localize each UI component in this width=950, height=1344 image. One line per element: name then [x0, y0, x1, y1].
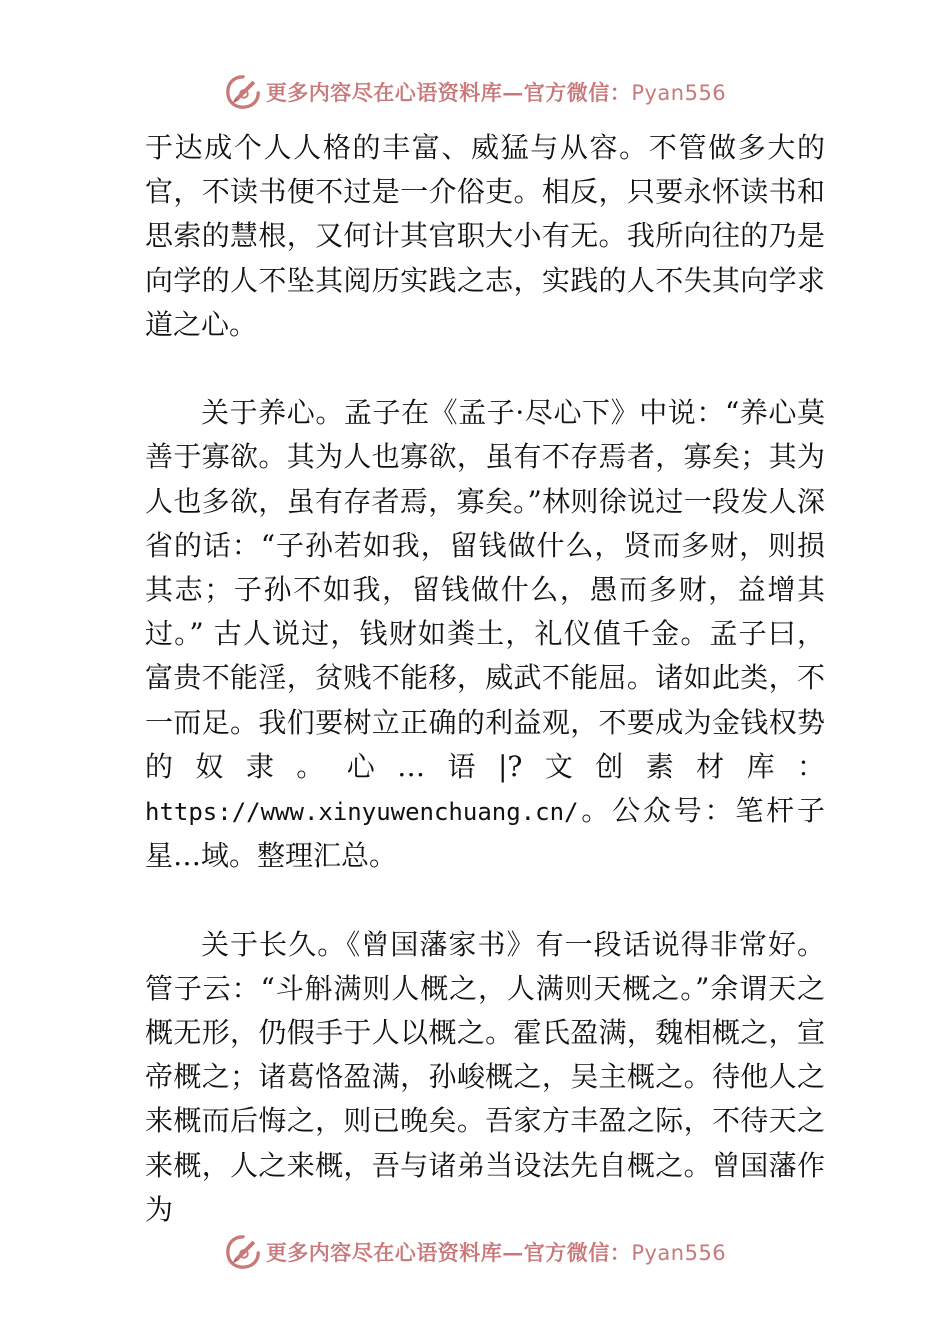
paragraph-2-text-b: 。公众号：笔杆子星…域。整理汇总。 [145, 794, 825, 873]
paragraph-2 [145, 391, 825, 878]
banner-wechat-id: Pyan556 [631, 81, 727, 105]
brush-logo-icon [224, 1233, 262, 1271]
footer-banner [0, 1232, 950, 1272]
header-banner [0, 72, 950, 112]
source-url-link[interactable]: https://www.xinyuwenchuang.cn/ [145, 798, 579, 827]
banner-main-text: 更多内容尽在心语资料库—官方微信： [265, 80, 632, 105]
paragraph-2-text-a: 关于养心。孟子在《孟子·尽心下》中说：“养心莫善于寡欲。其为人也寡欲，虽有不存焉者，寡矣；其为人也多欲，虽有存者焉，寡矣。”林则徐说过一段发人深省的话：“子孙若如我，留钱做什么，贤而多财，则损其志；子孙不如我，留钱做什么，愚而多财，益增其过。” 古人说过，钱财如粪土，礼仪值千金。孟子曰，富贵不能淫，贫贱不能移，威武不能屈。诸如此类，不一而足。我们要树立正确的利益观，不要成为金钱权势的奴隶。心…语|?文创素材库： [145, 396, 825, 783]
banner-main-text: 更多内容尽在心语资料库—官方微信： [265, 1240, 632, 1265]
banner-wechat-id: Pyan556 [631, 1241, 727, 1265]
banner-text [266, 77, 726, 107]
paragraph-3: 关于长久。《曾国藩家书》有一段话说得非常好。管子云：“斗斛满则人概之，人满则天概之。”余谓天之概无形，仍假手于人以概之。霍氏盈满，魏相概之，宣帝概之；诸葛恪盈满，孙峻概之，吴主概之。待他人之来概而后悔之，则已晚矣。吾家方丰盈之际，不待天之来概，人之来概，吾与诸弟当设法先自概之。曾国藩作为 [145, 927, 825, 1226]
banner-text [266, 1237, 726, 1267]
document-body [145, 126, 825, 1276]
paragraph-1: 于达成个人人格的丰富、威猛与从容。不管做多大的官，不读书便不过是一介俗吏。相反，只要永怀读书和思索的慧根，又何计其官职大小有无。我所向往的乃是向学的人不坠其阅历实践之志，实践的人不失其向学求道之心。 [145, 131, 825, 341]
brush-logo-icon [224, 73, 262, 111]
